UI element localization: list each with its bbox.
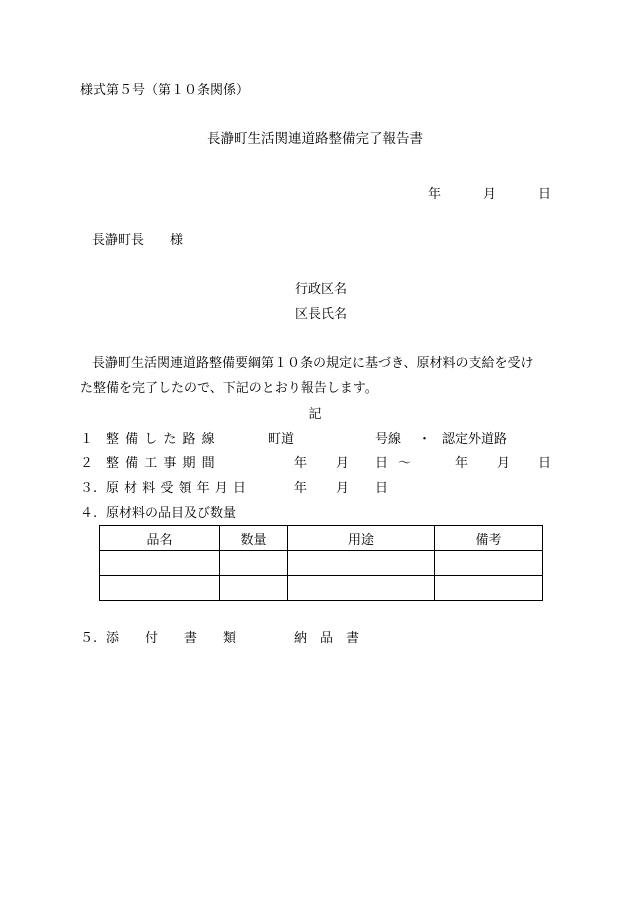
table-cell[interactable] xyxy=(288,576,435,601)
start-month: 月 xyxy=(336,456,350,471)
header-remarks: 備考 xyxy=(435,526,543,551)
table-cell[interactable] xyxy=(288,551,435,576)
period-tilde: ～ xyxy=(398,456,412,471)
header-purpose: 用途 xyxy=(288,526,435,551)
town-road-label: 町道 xyxy=(268,432,295,447)
bullet-separator: ・ xyxy=(418,432,432,447)
item-label: 整 備 工 事 期 間 xyxy=(106,456,216,471)
table-row xyxy=(100,551,543,576)
table-cell[interactable] xyxy=(220,551,288,576)
received-year: 年 xyxy=(294,481,308,496)
item-label: 添 付 書 類 xyxy=(106,631,237,646)
item-number: １ xyxy=(80,432,94,447)
item-label: 原材料の品目及び数量 xyxy=(106,506,237,521)
date-day: 日 xyxy=(538,187,552,202)
date-year: 年 xyxy=(428,187,442,202)
end-day: 日 xyxy=(538,456,552,471)
table-header-row xyxy=(100,526,543,551)
sender-district: 行政区名 xyxy=(295,282,348,297)
end-year: 年 xyxy=(455,456,469,471)
item-number: ４. xyxy=(80,506,98,521)
table-cell[interactable] xyxy=(435,576,543,601)
route-number-label: 号線 xyxy=(375,432,402,447)
table-cell[interactable] xyxy=(100,576,220,601)
date-month: 月 xyxy=(483,187,497,202)
start-day: 日 xyxy=(375,456,389,471)
item-number: ５. xyxy=(80,631,98,646)
table-cell[interactable] xyxy=(435,551,543,576)
materials-table xyxy=(99,525,543,601)
other-road-label: 認定外道路 xyxy=(442,432,508,447)
attachment-value: 納 品 書 xyxy=(294,631,360,646)
end-month: 月 xyxy=(497,456,511,471)
body-text-line-2: た整備を完了したので、下記のとおり報告します。 xyxy=(80,381,378,396)
record-header: 記 xyxy=(308,407,322,422)
item-label: 原 材 料 受 領 年 月 日 xyxy=(106,481,247,496)
sender-representative: 区長氏名 xyxy=(295,307,348,322)
body-text-line-1: 長瀞町生活関連道路整備要綱第１０条の規定に基づき、原材料の支給を受け xyxy=(92,356,534,371)
header-quantity: 数量 xyxy=(220,526,288,551)
item-label: 整 備 し た 路 線 xyxy=(106,432,216,447)
document-title: 長瀞町生活関連道路整備完了報告書 xyxy=(207,131,423,147)
table-cell[interactable] xyxy=(220,576,288,601)
addressee: 長瀞町長 様 xyxy=(92,233,184,248)
form-number: 様式第５号（第１０条関係） xyxy=(80,83,250,98)
received-day: 日 xyxy=(375,481,389,496)
table-row xyxy=(100,576,543,601)
received-month: 月 xyxy=(336,481,350,496)
item-number: ２ xyxy=(80,456,94,471)
start-year: 年 xyxy=(294,456,308,471)
header-item-name: 品名 xyxy=(100,526,220,551)
item-number: ３. xyxy=(80,481,98,496)
table-cell[interactable] xyxy=(100,551,220,576)
